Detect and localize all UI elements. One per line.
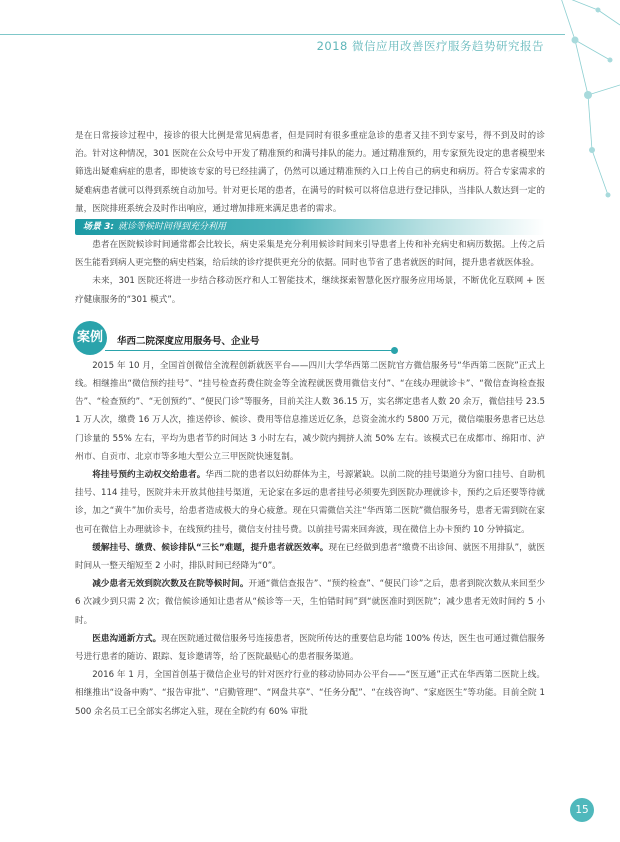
case-paragraph-text: 华西二院的患者以妇幼群体为主，号源紧缺。以前二院的挂号渠道分为窗口挂号、自助机挂号、114 挂号，医院并未开放其他挂号渠道，无论家在多远的患者挂号必须要先到医院办理就诊卡，预约之后还要等待就诊，加之“黄牛”加价卖号，给患者造成极大的身心疲惫。现在只需微信关注“华西第二医院”微信服务号，患者无需到院在家也可在微信上办理就诊卡，在线预约挂号，微信支付挂号费。以前挂号需来回奔波，现在微信上办卡预约 10 分钟搞定。 <box>75 470 545 535</box>
case-paragraph-text: 2016 年 1 月，全国首创基于微信企业号的针对医疗行业的移动协同办公平台——“医互通”正式在华西第二医院上线。相继推出“设备申购”、“报告审批”、“启勤管理”、“网盘共享”、“任务分配”、“在线咨询”、“家庭医生”等功能。目前全院 1500 余名员工已全部实名绑定入驻，现在全院约有 60% 审批 <box>75 670 545 717</box>
case-underline <box>105 350 395 351</box>
case-paragraph <box>75 357 545 466</box>
case-paragraph-lead: 减少患者无效到院次数及在院等候时间。 <box>92 579 249 590</box>
body-paragraph: 未来，301 医院还将进一步结合移动医疗和人工智能技术，继续探索智慧化医疗服务应用场景，不断优化互联网 + 医疗健康服务的“301 模式”。 <box>75 276 545 305</box>
case-paragraph <box>75 575 545 630</box>
scene-text: 就诊等候时间得到充分利用 <box>118 222 227 233</box>
body-paragraph: 患者在医院候诊时间通常都会比较长，病史采集是充分利用候诊时间来引导患者上传和补充病史和病历数据。上传之后医生能看到病人更完整的病史档案，给后续的诊疗提供更充分的依据。同时也节省了患者就医的时间，提升患者就医体验。 <box>75 240 545 269</box>
scene-label: 场景 3: <box>83 222 114 233</box>
case-paragraph-text: 现在已经做到患者“缴费不出诊间、就医不用排队”，就医时间从一整天缩短至 2 小时，排队时间已经降为“0”。 <box>75 542 545 572</box>
case-paragraph <box>75 666 545 721</box>
case-paragraph-text: 2015 年 10 月，全国首创微信全流程创新就医平台——四川大学华西第二医院官方微信服务号“华西第二医院”正式上线。相继推出“微信预约挂号”、“挂号检查药费住院金等全流程就医费用微信支付”、“在线办理就诊卡”、“微信查询检查报告”、“检查预约”、“无创预约”、“便民门诊”等服务，目前关注人数 36.15 万，实名绑定患者人数 20 余万，微信挂号 23.51 万人次，缴费 16 万人次，推送停诊、候诊、费用等信息推送近亿条，总资金流水约 5800 万元，微信端服务患者已达总门诊量的 55% 左右，平均为患者节约时间达 3 小时左右，减少院内拥挤人流 50% 左右。该模式已在成都市、绵阳市、泸州市、自贡市、北京市等多地大型公立三甲医院快速复制。 <box>75 360 545 462</box>
case-paragraph-text: 开通“微信查报告”、“预约检查”、“便民门诊”之后，患者到院次数从来回至少 6 次减少到只需 2 次；微信候诊通知让患者从“候诊等一天，生怕错时间”到“就医准时到医院”；减少患者无效时间约 5 小时。 <box>75 579 545 626</box>
case-paragraph-text: 现在医院通过微信服务号连接患者，医院所传达的重要信息均能 100% 传达，医生也可通过微信服务号进行患者的随访、跟踪、复诊邀请等，给了医院最贴心的患者服务渠道。 <box>75 633 545 663</box>
case-paragraph-lead: 缓解挂号、缴费、候诊排队“三长”难题，提升患者就医效率。 <box>92 542 329 553</box>
case-title: 华西二院深度应用服务号、企业号 <box>117 335 260 347</box>
case-paragraph <box>75 466 545 539</box>
article-body <box>75 127 545 721</box>
case-badge: 案例 <box>73 321 107 355</box>
page-number: 15 <box>570 798 594 822</box>
body-paragraph: 是在日常接诊过程中，接诊的很大比例是常见病患者，但是同时有很多重症急诊的患者又挂不到专家号，得不到及时的诊治。针对这种情况，301 医院在公众号中开发了精准预约和满号排队的能力。通过精准预约，用专家预先设定的患者模型来筛选出疑难病症的患者，即使该专家的号已经挂满了，仍然可以通过精准预约入口上传自己的病史和病历。符合专家需求的疑难病患者就可以得到系统自动加号。针对更长尾的患者，在满号的时候可以将信息进行登记排队，当排队人数达到一定的量，医院排班系统会及时作出响应，通过增加排班来满足患者的需求。 <box>75 131 545 214</box>
scene-banner <box>75 219 545 235</box>
report-title: 2018 微信应用改善医疗服务趋势研究报告 <box>316 39 544 53</box>
case-paragraph-lead: 将挂号预约主动权交给患者。 <box>92 470 206 481</box>
case-paragraph-lead: 医患沟通新方式。 <box>92 633 162 644</box>
case-paragraph <box>75 539 545 575</box>
case-header <box>75 321 545 357</box>
case-paragraph <box>75 630 545 666</box>
case-dot-icon <box>391 347 398 354</box>
